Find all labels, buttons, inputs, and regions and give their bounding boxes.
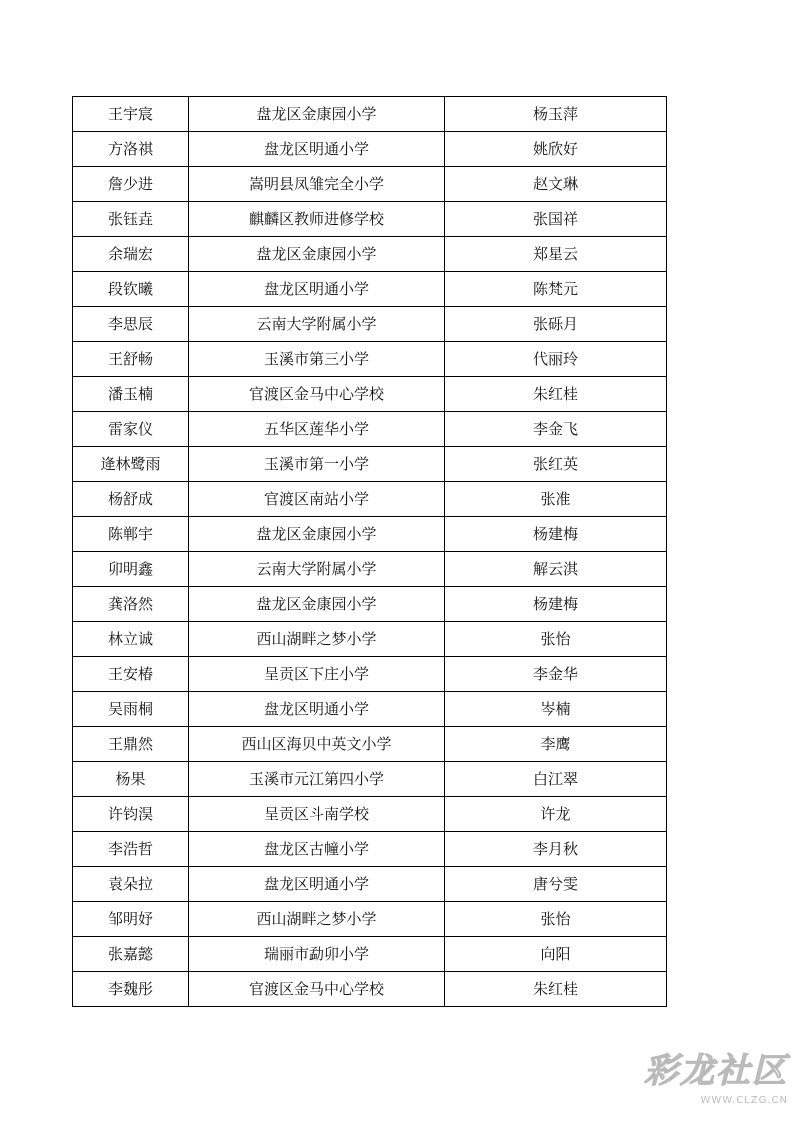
- school-cell: 云南大学附属小学: [189, 307, 445, 342]
- student-name-cell: 潘玉楠: [73, 377, 189, 412]
- table-row: [73, 167, 667, 202]
- table-row: [73, 377, 667, 412]
- student-name-cell: 王鼎然: [73, 727, 189, 762]
- teacher-name-cell: 张准: [445, 482, 667, 517]
- winners-table-wrapper: [72, 96, 666, 1007]
- table-row: [73, 307, 667, 342]
- teacher-name-cell: 解云淇: [445, 552, 667, 587]
- teacher-name-cell: 杨建梅: [445, 517, 667, 552]
- school-cell: 盘龙区明通小学: [189, 272, 445, 307]
- student-name-cell: 詹少进: [73, 167, 189, 202]
- school-cell: 瑞丽市勐卯小学: [189, 937, 445, 972]
- table-row: [73, 762, 667, 797]
- school-cell: 盘龙区古幢小学: [189, 832, 445, 867]
- student-name-cell: 方洛祺: [73, 132, 189, 167]
- teacher-name-cell: 朱红桂: [445, 972, 667, 1007]
- teacher-name-cell: 许龙: [445, 797, 667, 832]
- school-cell: 西山区海贝中英文小学: [189, 727, 445, 762]
- table-row: [73, 622, 667, 657]
- student-name-cell: 雷家仪: [73, 412, 189, 447]
- table-row: [73, 552, 667, 587]
- school-cell: 呈贡区下庄小学: [189, 657, 445, 692]
- watermark-url: WWW.CLZG.CN: [700, 1095, 788, 1106]
- school-cell: 呈贡区斗南学校: [189, 797, 445, 832]
- teacher-name-cell: 白江翠: [445, 762, 667, 797]
- student-name-cell: 卯明鑫: [73, 552, 189, 587]
- table-row: [73, 412, 667, 447]
- table-row: [73, 272, 667, 307]
- table-row: [73, 727, 667, 762]
- student-name-cell: 王宇宸: [73, 97, 189, 132]
- teacher-name-cell: 陈梵元: [445, 272, 667, 307]
- school-cell: 盘龙区明通小学: [189, 132, 445, 167]
- student-name-cell: 逄林鹭雨: [73, 447, 189, 482]
- school-cell: 盘龙区金康园小学: [189, 587, 445, 622]
- student-name-cell: 许钧淏: [73, 797, 189, 832]
- student-name-cell: 李思辰: [73, 307, 189, 342]
- teacher-name-cell: 张国祥: [445, 202, 667, 237]
- student-name-cell: 林立诚: [73, 622, 189, 657]
- student-name-cell: 吴雨桐: [73, 692, 189, 727]
- table-row: [73, 972, 667, 1007]
- table-row: [73, 132, 667, 167]
- teacher-name-cell: 李月秋: [445, 832, 667, 867]
- school-cell: 官渡区南站小学: [189, 482, 445, 517]
- table-row: [73, 867, 667, 902]
- winners-table: [72, 96, 667, 1007]
- teacher-name-cell: 张怡: [445, 902, 667, 937]
- student-name-cell: 杨舒成: [73, 482, 189, 517]
- school-cell: 盘龙区明通小学: [189, 867, 445, 902]
- student-name-cell: 王安椿: [73, 657, 189, 692]
- student-name-cell: 余瑞宏: [73, 237, 189, 272]
- table-row: [73, 902, 667, 937]
- school-cell: 玉溪市第一小学: [189, 447, 445, 482]
- teacher-name-cell: 赵文琳: [445, 167, 667, 202]
- school-cell: 五华区莲华小学: [189, 412, 445, 447]
- school-cell: 西山湖畔之梦小学: [189, 622, 445, 657]
- table-row: [73, 202, 667, 237]
- teacher-name-cell: 朱红桂: [445, 377, 667, 412]
- site-watermark: [618, 1049, 788, 1119]
- teacher-name-cell: 岑楠: [445, 692, 667, 727]
- teacher-name-cell: 姚欣好: [445, 132, 667, 167]
- school-cell: 盘龙区金康园小学: [189, 237, 445, 272]
- student-name-cell: 龚洛然: [73, 587, 189, 622]
- table-row: [73, 97, 667, 132]
- table-row: [73, 517, 667, 552]
- table-row: [73, 937, 667, 972]
- school-cell: 官渡区金马中心学校: [189, 972, 445, 1007]
- teacher-name-cell: 唐兮雯: [445, 867, 667, 902]
- school-cell: 玉溪市元江第四小学: [189, 762, 445, 797]
- school-cell: 盘龙区明通小学: [189, 692, 445, 727]
- teacher-name-cell: 杨玉萍: [445, 97, 667, 132]
- school-cell: 西山湖畔之梦小学: [189, 902, 445, 937]
- school-cell: 云南大学附属小学: [189, 552, 445, 587]
- teacher-name-cell: 张砾月: [445, 307, 667, 342]
- watermark-logo: 彩龙社区: [644, 1051, 788, 1091]
- student-name-cell: 李浩哲: [73, 832, 189, 867]
- table-row: [73, 692, 667, 727]
- student-name-cell: 杨果: [73, 762, 189, 797]
- teacher-name-cell: 李鹰: [445, 727, 667, 762]
- student-name-cell: 邹明妤: [73, 902, 189, 937]
- student-name-cell: 张嘉懿: [73, 937, 189, 972]
- teacher-name-cell: 李金飞: [445, 412, 667, 447]
- student-name-cell: 陈郸宇: [73, 517, 189, 552]
- school-cell: 官渡区金马中心学校: [189, 377, 445, 412]
- table-row: [73, 797, 667, 832]
- student-name-cell: 段钦曦: [73, 272, 189, 307]
- student-name-cell: 李魏彤: [73, 972, 189, 1007]
- student-name-cell: 王舒畅: [73, 342, 189, 377]
- school-cell: 嵩明县凤雏完全小学: [189, 167, 445, 202]
- teacher-name-cell: 张红英: [445, 447, 667, 482]
- teacher-name-cell: 向阳: [445, 937, 667, 972]
- table-row: [73, 832, 667, 867]
- student-name-cell: 袁朵拉: [73, 867, 189, 902]
- table-row: [73, 237, 667, 272]
- school-cell: 玉溪市第三小学: [189, 342, 445, 377]
- table-row: [73, 482, 667, 517]
- teacher-name-cell: 李金华: [445, 657, 667, 692]
- school-cell: 盘龙区金康园小学: [189, 97, 445, 132]
- teacher-name-cell: 郑星云: [445, 237, 667, 272]
- table-row: [73, 657, 667, 692]
- school-cell: 麒麟区教师进修学校: [189, 202, 445, 237]
- table-row: [73, 447, 667, 482]
- school-cell: 盘龙区金康园小学: [189, 517, 445, 552]
- teacher-name-cell: 张怡: [445, 622, 667, 657]
- table-row: [73, 342, 667, 377]
- teacher-name-cell: 杨建梅: [445, 587, 667, 622]
- table-body: [73, 97, 667, 1007]
- table-row: [73, 587, 667, 622]
- student-name-cell: 张钰垚: [73, 202, 189, 237]
- teacher-name-cell: 代丽玲: [445, 342, 667, 377]
